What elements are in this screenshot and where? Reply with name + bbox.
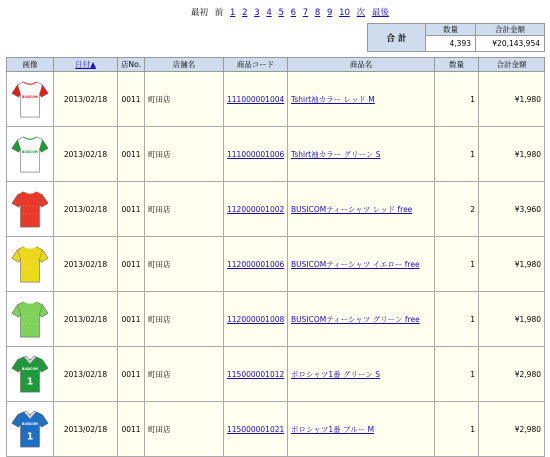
product-code-link[interactable]: 112000001008 (227, 314, 285, 324)
page-link-7[interactable]: 7 (302, 8, 309, 18)
qty-cell: 1 (435, 292, 479, 347)
product-code-cell (224, 292, 288, 347)
page-link-1[interactable]: 1 (229, 8, 236, 18)
product-code-cell (224, 237, 288, 292)
product-code-cell (224, 127, 288, 182)
store-name-cell: 町田店 (145, 292, 224, 347)
amount-cell: ¥1,980 (479, 292, 545, 347)
product-code-link[interactable]: 112000001002 (227, 204, 285, 214)
product-name-link[interactable]: ポロシャツ1番 グリーン S (291, 369, 380, 379)
date-cell: 2013/02/18 (54, 182, 118, 237)
col-header-product-name: 商品名 (288, 58, 435, 72)
shirt-logo-text: BUSICOM (22, 422, 38, 427)
shirt-number-text: 1 (26, 376, 34, 388)
product-name-link[interactable]: Tshirt袖カラー レッド M (291, 94, 375, 104)
product-image-cell (7, 402, 54, 457)
product-name-link[interactable]: BUSICOMティーシャツ レッド free (291, 204, 413, 214)
t-shirt-image (11, 134, 49, 174)
product-image-cell (7, 182, 54, 237)
product-name-cell (288, 127, 435, 182)
date-cell: 2013/02/18 (54, 347, 118, 402)
page-link-9[interactable]: 9 (326, 8, 333, 18)
page-link-8[interactable]: 8 (314, 8, 321, 18)
product-code-link[interactable]: 111000001006 (227, 149, 285, 159)
product-name-cell (288, 347, 435, 402)
amount-cell: ¥1,980 (479, 237, 545, 292)
qty-cell: 1 (435, 347, 479, 402)
product-name-cell (288, 182, 435, 237)
product-name-cell (288, 72, 435, 127)
page-link-6[interactable]: 6 (290, 8, 296, 18)
pager-next[interactable]: 次 (356, 8, 366, 18)
product-image-cell (7, 347, 54, 402)
store-no-cell: 0011 (118, 292, 145, 347)
amount-cell: ¥2,980 (479, 402, 545, 457)
table-header-row (7, 58, 545, 72)
qty-cell: 2 (435, 182, 479, 237)
shirt-logo-text: BUSICOM (22, 95, 38, 100)
product-name-link[interactable]: Tshirt袖カラー グリーン S (291, 149, 381, 159)
summary-table (367, 23, 545, 52)
qty-cell: 1 (435, 127, 479, 182)
qty-cell: 1 (435, 72, 479, 127)
date-cell: 2013/02/18 (54, 292, 118, 347)
pager-prev: 前 (214, 8, 224, 18)
product-name-link[interactable]: BUSICOMティーシャツ グリーン free (291, 314, 420, 324)
col-header-qty: 数量 (435, 58, 479, 72)
summary-qty-header: 数量 (426, 24, 476, 36)
store-no-cell: 0011 (118, 347, 145, 402)
product-image-cell (7, 237, 54, 292)
product-code-link[interactable]: 115000001012 (227, 369, 285, 379)
t-shirt-image (11, 299, 49, 339)
polo-shirt-image (11, 409, 49, 449)
col-header-image: 画像 (7, 58, 54, 72)
qty-cell: 1 (435, 237, 479, 292)
t-shirt-image (11, 189, 49, 229)
page-link-5[interactable]: 5 (278, 8, 284, 18)
pager-first: 最初 (191, 8, 209, 18)
table-row (7, 292, 545, 347)
col-header-store-name: 店舗名 (145, 58, 224, 72)
product-image-cell (7, 292, 54, 347)
table-row (7, 402, 545, 457)
table-row (7, 127, 545, 182)
col-header-amount: 合計金額 (479, 58, 545, 72)
shirt-logo-text: BUSICOM (22, 150, 38, 155)
summary-amount-value: ¥20,143,954 (476, 36, 545, 52)
shirt-logo-text: BUSICOM (22, 367, 38, 372)
amount-cell: ¥1,980 (479, 72, 545, 127)
sort-date-link[interactable]: 日付▲ (75, 60, 96, 69)
polo-shirt-image (11, 354, 49, 394)
product-code-link[interactable]: 112000001006 (227, 259, 285, 269)
summary-qty-value: 4,393 (426, 36, 476, 52)
qty-cell: 1 (435, 402, 479, 457)
shirt-number-text: 1 (26, 431, 34, 443)
date-cell: 2013/02/18 (54, 72, 118, 127)
t-shirt-image (11, 244, 49, 284)
amount-cell: ¥1,980 (479, 127, 545, 182)
col-header-date[interactable] (54, 58, 118, 72)
summary-amount-header: 合計金額 (476, 24, 545, 36)
product-name-cell (288, 292, 435, 347)
page-link-3[interactable]: 3 (254, 8, 260, 18)
pager-last[interactable]: 最後 (371, 8, 389, 18)
sales-table (6, 57, 545, 457)
product-code-link[interactable]: 111000001004 (227, 94, 285, 104)
table-row (7, 237, 545, 292)
amount-cell: ¥3,960 (479, 182, 545, 237)
product-name-cell (288, 402, 435, 457)
col-header-product-code: 商品コード (224, 58, 288, 72)
store-no-cell: 0011 (118, 402, 145, 457)
date-cell: 2013/02/18 (54, 237, 118, 292)
store-no-cell: 0011 (118, 237, 145, 292)
table-row (7, 72, 545, 127)
t-shirt-image (11, 79, 49, 119)
product-image-cell (7, 72, 54, 127)
store-name-cell: 町田店 (145, 402, 224, 457)
store-no-cell: 0011 (118, 72, 145, 127)
product-code-link[interactable]: 115000001021 (227, 424, 285, 434)
store-name-cell: 町田店 (145, 72, 224, 127)
product-code-cell (224, 72, 288, 127)
page-link-4[interactable]: 4 (266, 8, 272, 18)
summary-label: 合 計 (368, 24, 426, 52)
date-cell: 2013/02/18 (54, 127, 118, 182)
pagination (191, 6, 389, 18)
page-link-2[interactable]: 2 (242, 8, 248, 18)
table-row (7, 347, 545, 402)
store-no-cell: 0011 (118, 127, 145, 182)
product-image-cell (7, 127, 54, 182)
store-name-cell: 町田店 (145, 127, 224, 182)
store-name-cell: 町田店 (145, 347, 224, 402)
product-code-cell (224, 347, 288, 402)
page-link-10[interactable]: 10 (339, 8, 350, 18)
col-header-store-no: 店No. (118, 58, 145, 72)
product-name-link[interactable]: ポロシャツ1番 ブルー M (291, 424, 375, 434)
store-name-cell: 町田店 (145, 182, 224, 237)
amount-cell: ¥2,980 (479, 347, 545, 402)
date-cell: 2013/02/18 (54, 402, 118, 457)
store-name-cell: 町田店 (145, 237, 224, 292)
table-row (7, 182, 545, 237)
product-code-cell (224, 402, 288, 457)
product-name-cell (288, 237, 435, 292)
store-no-cell: 0011 (118, 182, 145, 237)
product-name-link[interactable]: BUSICOMティーシャツ イエロー free (291, 259, 420, 269)
product-code-cell (224, 182, 288, 237)
